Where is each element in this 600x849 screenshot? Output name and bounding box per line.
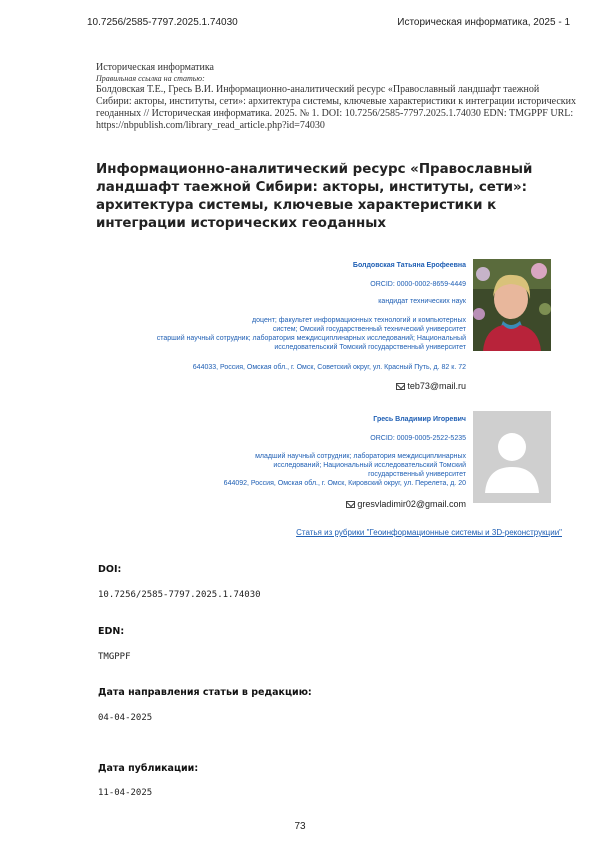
author1-degree: кандидат технических наук	[378, 298, 466, 305]
citation-text: Болдовская Т.Е., Гресь В.И. Информационно-аналитический ресурс «Православный ландшафт таежной Сибири: акторы, институты, сети»: архитектура системы, ключевые характеристики к интеграции исторических геоданных // Историческая информатика. 2025. № 1. DOI: 10.7256/2585-7797.2025.1.74030 EDN: TMGPPF URL: https://nbpublish.com/library_read_article.php?id=74030	[96, 84, 576, 131]
submitted-value: 04-04-2025	[98, 713, 153, 723]
author2-address: 644092, Россия, Омская обл., г. Омск, Кировский округ, ул. Перелета, д. 20	[223, 480, 466, 487]
edn-value: TMGPPF	[98, 652, 131, 662]
envelope-icon	[346, 501, 355, 508]
author1-position1: доцент; факультет информационных технологий и компьютерных систем; Омский государственный технический университет	[252, 317, 466, 333]
author1-address: 644033, Россия, Омская обл., г. Омск, Советский округ, ул. Красный Путь, д. 82 к. 72	[192, 364, 466, 371]
doi-value[interactable]: 10.7256/2585-7797.2025.1.74030	[98, 590, 261, 600]
page-number: 73	[294, 821, 306, 832]
envelope-icon	[396, 383, 405, 390]
author1-orcid[interactable]: ORCID: 0000-0002-8659-4449	[370, 281, 466, 288]
author2-orcid[interactable]: ORCID: 0009-0005-2522-5235	[370, 435, 466, 442]
header-journal-issue: Историческая информатика, 2025 - 1	[397, 17, 570, 28]
citation-note: Правильная ссылка на статью:	[96, 74, 205, 83]
author2-position1: младший научный сотрудник; лаборатория междисциплинарных исследований; Национальный исследовательский Томский государственный университет	[255, 453, 466, 478]
rubric-link[interactable]: Статья из рубрики "Геоинформационные системы и 3D-реконструкции"	[296, 528, 562, 537]
author2-photo-placeholder	[473, 411, 551, 503]
author2-name[interactable]: Гресь Владимир Игоревич	[373, 416, 466, 423]
author1-email[interactable]: teb73@mail.ru	[300, 381, 466, 391]
edn-label: EDN:	[98, 626, 125, 637]
header-doi: 10.7256/2585-7797.2025.1.74030	[87, 17, 238, 28]
author1-position2: старший научный сотрудник; лаборатория междисциплинарных исследований; Национальный исследовательский Томский государственный университет	[156, 335, 466, 351]
doi-label: DOI:	[98, 564, 122, 575]
author1-name[interactable]: Болдовская Татьяна Ерофеевна	[352, 262, 466, 269]
citation-block	[96, 62, 576, 132]
author2-email[interactable]: gresvladimir02@gmail.com	[280, 499, 466, 509]
published-label: Дата публикации:	[98, 763, 199, 774]
submitted-label: Дата направления статьи в редакцию:	[98, 687, 312, 698]
citation-journal: Историческая информатика	[96, 62, 214, 73]
article-title: Информационно-аналитический ресурс «Православный ландшафт таежной Сибири: акторы, институты, сети»: архитектура системы, ключевые характеристики к интеграции исторических геоданных	[96, 162, 533, 231]
author1-photo	[473, 259, 551, 351]
published-value: 11-04-2025	[98, 788, 153, 798]
